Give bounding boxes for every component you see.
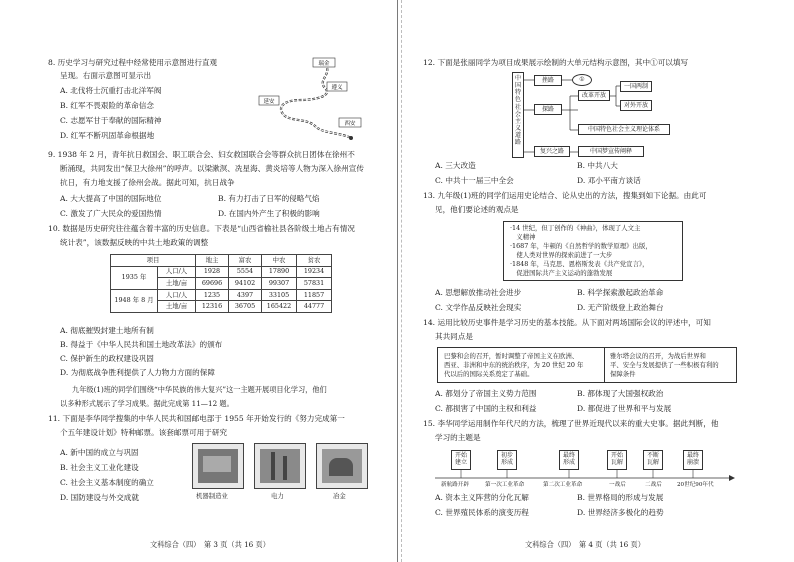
q13-option-c[interactable]: C. 文学作品反映社会现实 — [435, 303, 522, 312]
stamp-2 — [254, 443, 306, 489]
stamp-caption-3: 冶金 — [333, 492, 346, 500]
q11-stem-line1: 11. 下面是李华同学搜集的中华人民共和国邮电部于 1955 年开始发行的《努力完成第一 — [48, 414, 345, 423]
timeline-node-1: 开始 建立 — [451, 450, 471, 470]
q14-option-d[interactable]: D. 都促进了世界和平与发展 — [577, 404, 672, 413]
q11-option-b[interactable]: B. 社会主义工业化建设 — [60, 463, 139, 472]
q12-box-exploring: 探路 — [534, 104, 562, 115]
q13-quote-line: ·1687 年，牛顿的《自然哲学的数学原理》出版， — [510, 242, 652, 250]
q11-option-c[interactable]: C. 社会主义基本制度的确立 — [60, 478, 154, 487]
q13-quote-line: 义精神 — [510, 233, 536, 241]
map-label-4: 西安 — [344, 121, 356, 127]
q12-vertical-title: 中国特色社会主义道路 — [512, 72, 524, 158]
table-header-cell: 项目 — [111, 255, 196, 267]
table-cell: 4397 — [229, 289, 262, 301]
q10-stem-line1: 10. 数据是历史研究往往蕴含着丰富的历史信息。下表是“山西省榆社县各阶级土地占有情况 — [48, 224, 355, 233]
table-cell: 57831 — [297, 278, 332, 290]
land-table — [110, 254, 332, 313]
q14-compare-box — [437, 347, 737, 383]
page-4 — [397, 0, 794, 562]
q14-right-line: 保障条件 — [610, 370, 636, 378]
table-cell: 17890 — [262, 266, 297, 278]
q9-stem-line1: 9. 1938 年 2 月，青年抗日救国会、职工联合会、妇女救国联合会等群众抗日团体在徐州不 — [48, 150, 355, 159]
table-header-cell: 地主 — [196, 255, 229, 267]
q13-option-d[interactable]: D. 无产阶级登上政治舞台 — [577, 303, 664, 312]
table-cell: 44777 — [297, 301, 332, 313]
group-intro-line1: 九年级(1)班的同学们围绕“中华民族的伟大复兴”这一主题开展项目化学习，他们 — [72, 385, 327, 394]
q12-box-dream: 中国梦宣传阐释 — [578, 146, 644, 157]
q13-stem-line2: 见，他们要论述的观点是 — [435, 205, 519, 214]
q12-option-d[interactable]: D. 邓小平南方谈话 — [577, 176, 641, 185]
q15-stem-line1: 15. 李华同学运用制作年代尺的方法，梳理了世界近现代以来的重大史事。据此判断，他 — [423, 419, 719, 428]
q14-left-line: 代以后的国际关系奠定了基础。 — [444, 370, 534, 378]
q14-stem-line2: 其共同点是 — [435, 332, 473, 341]
q12-box-reform: 改革开放 — [578, 90, 610, 101]
table-cell: 94102 — [229, 278, 262, 290]
stamp-1 — [192, 443, 244, 489]
table-cell: 33105 — [262, 289, 297, 301]
q14-option-a[interactable]: A. 都划分了帝国主义势力范围 — [435, 389, 537, 398]
table-header-cell: 贫农 — [297, 255, 332, 267]
q8-option-a[interactable]: A. 北伐将士沉重打击北洋军阀 — [60, 86, 162, 95]
q8-option-b[interactable]: B. 红军不畏艰险的革命信念 — [60, 101, 154, 110]
table-cell: 1235 — [196, 289, 229, 301]
q11-stem-line2: 个五年建设计划》特种邮票。该套邮票可用于研究 — [60, 428, 228, 437]
q10-option-b[interactable]: B. 得益于《中华人民共和国土地改革法》的颁布 — [60, 340, 223, 349]
q13-quote-box — [503, 221, 683, 281]
timeline-node-5: 不断 瓦解 — [643, 450, 663, 470]
timeline-label: 一战后 — [609, 482, 626, 488]
q13-quote-line: 促进国际共产主义运动的蓬勃发展 — [510, 269, 613, 277]
q13-option-b[interactable]: B. 科学探索激起政治革命 — [577, 288, 664, 297]
q10-option-a[interactable]: A. 彻底摧毁封建土地所有制 — [60, 326, 154, 335]
table-cell: 5554 — [229, 266, 262, 278]
footer-page-4: 文科综合（四） 第 4 页（共 16 页） — [525, 540, 645, 550]
q9-stem-line3: 抗日，有力地支援了徐州会战。据此可知，抗日战争 — [60, 178, 235, 187]
table-cell: 人口/人 — [158, 289, 196, 301]
q12-box-revival: 复兴之路 — [534, 146, 570, 157]
timeline-node-6: 最终 崩溃 — [683, 450, 703, 470]
table-header-cell: 中农 — [262, 255, 297, 267]
q9-stem-line2: 断涌现，共同发出“保卫大徐州”的呼声。以梁漱溟、冼星海、黄炎培等人物为深入徐州宣传 — [60, 164, 364, 173]
stamp-caption-2: 电力 — [271, 492, 284, 500]
stamp-3 — [316, 443, 368, 489]
table-cell: 19234 — [297, 266, 332, 278]
map-label-1: 瑞金 — [318, 61, 330, 67]
q14-right-line: 雅尔塔会议的召开，为战后世界和 — [610, 352, 706, 360]
q12-box-opening: 对外开放 — [620, 100, 652, 111]
table-cell: 1935 年 — [111, 266, 158, 289]
timeline-node-3: 最终 形成 — [559, 450, 579, 470]
footer-page-3: 文科综合（四） 第 3 页（共 16 页） — [150, 540, 270, 550]
q15-option-c[interactable]: C. 世界殖民体系的演变历程 — [435, 508, 529, 517]
q15-stem-line2: 学习的主题是 — [435, 433, 481, 442]
q12-box-pathfinding: 挫路 — [534, 75, 562, 86]
q14-stem-line1: 14. 运用比较历史事件是学习历史的基本技能。从下面对两场国际会议的评述中，可知 — [423, 318, 711, 327]
q14-right-line: 平、安全与发展提供了一些积极有利的 — [610, 361, 719, 369]
q15-option-a[interactable]: A. 资本主义阵营的分化瓦解 — [435, 493, 529, 502]
q13-quote-line: 使人类对世界的探索前进了一大步 — [510, 251, 613, 259]
q8-route-map — [255, 56, 365, 150]
map-label-2: 遵义 — [331, 85, 343, 91]
table-header-cell: 富农 — [229, 255, 262, 267]
q14-left-line: 西亚、非洲和中东的统治秩序，为 20 世纪 20 年 — [444, 361, 584, 369]
q8-option-d[interactable]: D. 红军不断巩固革命根据地 — [60, 131, 155, 140]
table-cell: 人口/人 — [158, 266, 196, 278]
table-cell: 11857 — [297, 289, 332, 301]
timeline-label: 第二次工业革命 — [543, 482, 583, 488]
q13-quote-line: ·14 世纪，但丁创作的《神曲》，体现了人文主 — [510, 224, 641, 232]
q8-stem-line2: 呈现。右面示意图可显示出 — [60, 71, 152, 80]
q14-left-line: 巴黎和会的召开，暂时调整了帝国主义在欧洲、 — [444, 352, 579, 360]
timeline-node-2: 初步 形成 — [497, 450, 517, 470]
q8-stem-line1: 8. 历史学习与研究过程中经常使用示意图进行直观 — [48, 58, 218, 67]
q11-option-d[interactable]: D. 国防建设与外交成就 — [60, 493, 139, 502]
table-cell: 165422 — [262, 301, 297, 313]
table-cell: 1948 年 8 月 — [111, 289, 158, 312]
q12-blank-1: ① — [572, 74, 592, 86]
table-cell: 土地/亩 — [158, 301, 196, 313]
q15-option-b[interactable]: B. 世界格局的形成与发展 — [577, 493, 664, 502]
timeline-label: 第一次工业革命 — [485, 482, 525, 488]
timeline-label: 二战后 — [645, 482, 662, 488]
table-row — [111, 289, 332, 301]
q10-option-c[interactable]: C. 保护新生的政权建设巩固 — [60, 354, 154, 363]
table-cell: 12316 — [196, 301, 229, 313]
q11-option-a[interactable]: A. 新中国的成立与巩固 — [60, 448, 139, 457]
q9-option-b[interactable]: B. 有力打击了日军的侵略气焰 — [218, 194, 320, 203]
timeline-label: 20世纪90年代 — [677, 482, 714, 488]
q12-box-theory: 中国特色社会主义理论体系 — [578, 124, 670, 135]
q13-stem-line1: 13. 九年级(1)班的同学们运用史论结合、论从史出的方法，搜集到如下论据。由此可 — [423, 191, 707, 200]
table-cell: 1928 — [196, 266, 229, 278]
q13-quote-line: ·1848 年，马克思、恩格斯发表《共产党宣言》， — [510, 260, 649, 268]
group-intro-line2: 以多种形式展示了学习成果。据此完成第 11—12 题。 — [60, 399, 234, 408]
q12-option-a[interactable]: A. 三大改造 — [435, 161, 476, 170]
q12-option-c[interactable]: C. 中共十一届三中全会 — [435, 176, 514, 185]
q9-option-d[interactable]: D. 在国内外产生了积极的影响 — [218, 209, 320, 218]
q12-stem: 12. 下面是张丽同学为项目成果展示绘制的大单元结构示意图，其中①可以填写 — [423, 58, 689, 67]
q9-option-a[interactable]: A. 大大提高了中国的国际地位 — [60, 194, 162, 203]
table-header-row — [111, 255, 332, 267]
q9-option-c[interactable]: C. 激发了广大民众的爱国热情 — [60, 209, 162, 218]
q13-option-a[interactable]: A. 思想解放推动社会进步 — [435, 288, 522, 297]
map-label-3: 延安 — [263, 99, 275, 105]
stamp-caption-1: 机器制造业 — [196, 492, 228, 500]
q14-option-c[interactable]: C. 都损害了中国的主权和利益 — [435, 404, 537, 413]
table-cell: 土地/亩 — [158, 278, 196, 290]
timeline-node-4: 开始 瓦解 — [607, 450, 627, 470]
q10-stem-line2: 统计表”，该数据反映的中共土地政策的调整 — [60, 238, 209, 247]
table-cell: 69696 — [196, 278, 229, 290]
q8-option-c[interactable]: C. 志愿军甘于奉献的国际精神 — [60, 116, 162, 125]
timeline-label: 新航路开辟 — [441, 482, 469, 488]
q12-option-b[interactable]: B. 中共八大 — [577, 161, 618, 170]
q14-option-b[interactable]: B. 都体现了大国强权政治 — [577, 389, 664, 398]
table-row — [111, 266, 332, 278]
table-cell: 36705 — [229, 301, 262, 313]
q12-box-one-country: 一国两制 — [620, 81, 652, 92]
q15-option-d[interactable]: D. 世界经济多极化的趋势 — [577, 508, 664, 517]
q10-option-d[interactable]: D. 为彻底战争胜利提供了人力物力方面的保障 — [60, 368, 215, 377]
table-cell: 99307 — [262, 278, 297, 290]
